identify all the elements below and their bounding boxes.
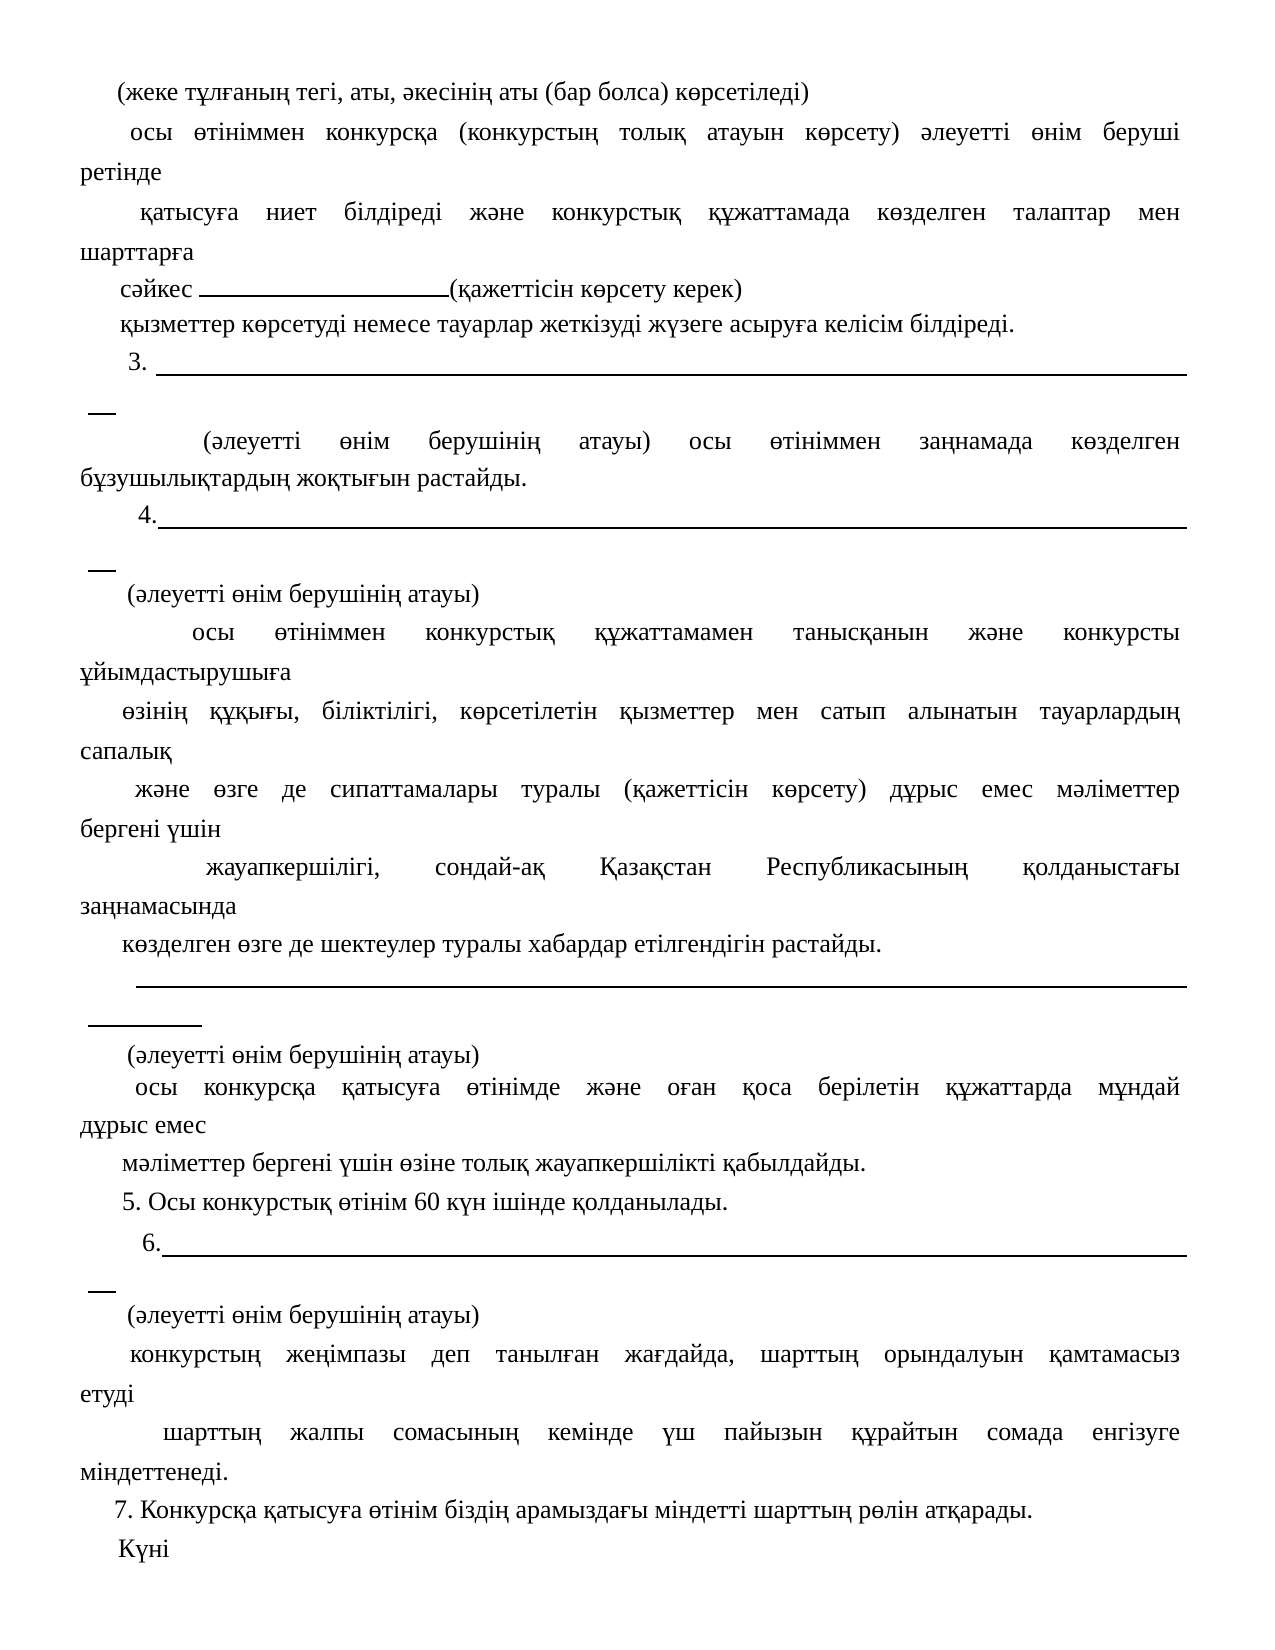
text-line-content: қатысуға ниет білдіреді және конкурстық құжаттамада көзделген талаптар мен [140, 197, 1180, 226]
text-line-content: бергені үшін [80, 814, 222, 843]
text-line [80, 461, 1180, 495]
text-line [80, 1493, 1180, 1527]
text-line [80, 1070, 1180, 1104]
text-line-content: (жеке тұлғаның тегі, аты, әкесінің аты (бар болса) көрсетіледі) [117, 77, 810, 106]
text-line-with-blank [80, 272, 1180, 306]
text-line [80, 424, 1180, 458]
text-line [80, 577, 1180, 611]
blank-underscore-line [88, 1291, 116, 1293]
blank-underscore-line [88, 413, 116, 415]
text-line-content: көзделген өзге де шектеулер туралы хабардар етілгендігін растайды. [122, 929, 882, 958]
fill-in-blank-line [162, 1226, 1188, 1257]
text-line [80, 927, 1180, 961]
text-line-content: сапалық [80, 736, 172, 765]
text-line [80, 1298, 1180, 1332]
text-line-content: осы өтініммен конкурстық құжаттамамен танысқанын және конкурсты [192, 617, 1180, 646]
text-line-content: ретінде [80, 157, 162, 186]
text-line-content: шарттарға [80, 237, 195, 266]
text-line-content: 7. Конкурсқа қатысуға өтінім біздің арамыздағы міндетті шарттың рөлін атқарады. [114, 1495, 1034, 1524]
text-line [80, 694, 1180, 728]
text-line-content: етуді [80, 1379, 135, 1408]
item-number: 3. [128, 347, 148, 376]
text-line [80, 812, 1180, 846]
text-line-content: Күні [118, 1534, 170, 1563]
inline-blank-line [199, 295, 449, 297]
text-line-content: конкурстың жеңімпазы деп танылған жағдайда, шарттың орындалуын қамтамасыз [130, 1339, 1180, 1368]
text-line-content: (әлеуетті өнім берушінің атауы) [127, 1040, 480, 1069]
text-line [80, 115, 1180, 149]
text-line-content: (әлеуетті өнім берушінің атауы) осы өтініммен заңнамада көзделген [203, 426, 1180, 455]
text-line-content: жауапкершілігі, сондай-ақ Қазақстан Республикасының қолданыстағы [206, 852, 1180, 881]
text-line-content: осы конкурсқа қатысуға өтінімде және оған қоса берілетін құжаттарда мұндай [135, 1072, 1180, 1101]
fill-in-blank-line [158, 498, 1188, 529]
text-line-content: осы өтініммен конкурсқа (конкурстың толық атауын көрсету) әлеуетті өнім беруші [130, 117, 1180, 146]
text-line [80, 235, 1180, 269]
text-line-content: бұзушылықтардың жоқтығын растайды. [80, 463, 528, 492]
numbered-blank-line [80, 345, 1187, 379]
text-line [80, 850, 1180, 884]
text-after-blank: (қажеттісін көрсету керек) [449, 274, 743, 303]
text-line-content: 5. Осы конкурстық өтінім 60 күн ішінде қолданылады. [122, 1187, 729, 1216]
text-line-content: (әлеуетті өнім берушінің атауы) [127, 1300, 480, 1329]
text-line [80, 1337, 1180, 1371]
text-line [80, 1038, 1180, 1072]
text-line [80, 1185, 1180, 1219]
text-line [80, 1108, 1180, 1142]
text-line-content: дұрыс емес [80, 1110, 207, 1139]
text-line [80, 195, 1180, 229]
signature-line [88, 1025, 202, 1027]
numbered-blank-line [80, 1226, 1187, 1260]
text-line [80, 1455, 1180, 1489]
item-number: 6. [142, 1228, 162, 1257]
text-line [80, 889, 1180, 923]
text-line-content: өзінің құқығы, біліктілігі, көрсетілетін қызметтер мен сатып алынатын тауарлардың [122, 696, 1180, 725]
text-line [80, 655, 1180, 689]
text-line-content: шарттың жалпы сомасының кемінде үш пайызын құрайтын сомада енгізуге [163, 1417, 1180, 1446]
numbered-blank-line [80, 498, 1187, 532]
blank-underscore-line [88, 570, 116, 572]
fill-in-blank-line [156, 345, 1188, 376]
text-line [80, 1532, 1180, 1566]
text-line-content: қызметтер көрсетуді немесе тауарлар жеткізуді жүзеге асыруға келісім білдіреді. [120, 309, 1015, 338]
text-line-content: заңнамасында [80, 891, 237, 920]
text-line [80, 734, 1180, 768]
text-line [80, 307, 1180, 341]
text-before-blank: сәйкес [120, 274, 193, 303]
text-line [80, 75, 1180, 109]
text-line-content: (әлеуетті өнім берушінің атауы) [127, 579, 480, 608]
text-line-content: және өзге де сипаттамалары туралы (қажеттісін көрсету) дұрыс емес мәліметтер [135, 774, 1180, 803]
item-number: 4. [138, 500, 158, 529]
text-line [80, 155, 1180, 189]
text-line [80, 1146, 1180, 1180]
text-line [80, 772, 1180, 806]
text-line-content: мәліметтер бергені үшін өзіне толық жауапкершілікті қабылдайды. [122, 1148, 867, 1177]
text-line [80, 1415, 1180, 1449]
signature-line [136, 986, 1187, 988]
text-line-content: ұйымдастырушыға [80, 657, 292, 686]
text-line [80, 615, 1180, 649]
text-line-content: міндеттенеді. [80, 1457, 229, 1486]
text-line [80, 1377, 1180, 1411]
